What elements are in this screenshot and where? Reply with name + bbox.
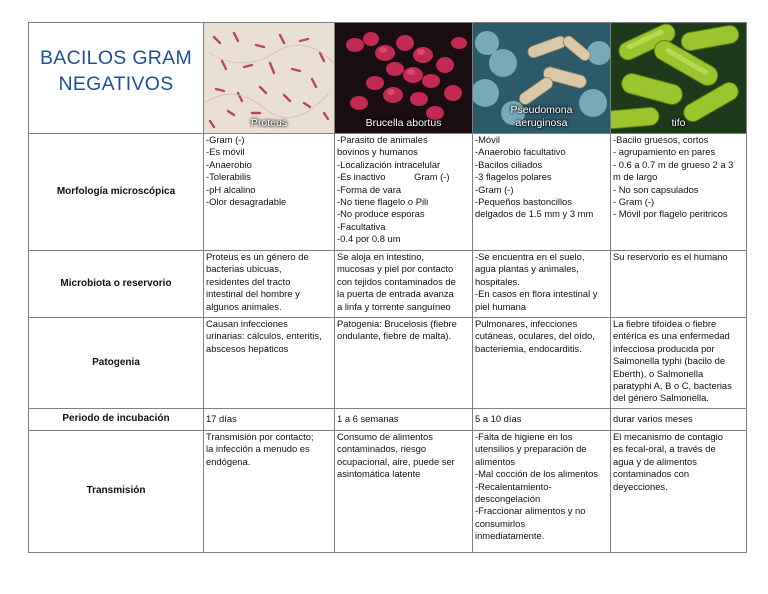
row-label: Morfología microscópica xyxy=(29,134,204,251)
cell-text: Transmisión por contacto; la infección a menudo es endógena. xyxy=(206,431,314,467)
cell-text: Pulmonares, infecciones cutáneas, oculares, del oído, bacteriemia, endocarditis. xyxy=(475,318,595,354)
row-label: Transmisión xyxy=(29,431,204,553)
cell-text: -Móvil -Anaerobio facultativo -Bacilos ciliados -3 flagelos polares -Gram (-) -Pequeños bastoncillos delgados de 1.5 mm y 3 mm xyxy=(475,134,594,220)
table-row xyxy=(29,318,747,409)
table-cell xyxy=(335,318,473,409)
cell-text: Proteus es un género de bacterias ubicuas, residentes del tracto intestinal del hombre y algunos animales. xyxy=(206,251,309,312)
cell-text: Se aloja en intestino, mucosas y piel por contacto con tejidos contaminados de la puerta de entrada avanza a linfa y torrente sanguíneo xyxy=(337,251,456,312)
cell-text: Consumo de alimentos contaminados, riesgo ocupacional, aire, puede ser asintomática latente xyxy=(337,431,455,480)
row-label: Periodo de incubación xyxy=(29,409,204,431)
table-cell xyxy=(335,251,473,318)
cell-text: 5 a 10 días xyxy=(475,413,522,425)
table-cell xyxy=(335,431,473,553)
cell-text: Patogenia: Brucelosis (fiebre ondulante, fiebre de malta). xyxy=(337,318,457,342)
table-row xyxy=(29,251,747,318)
table-cell xyxy=(473,431,611,553)
title-cell xyxy=(29,23,204,134)
organism-name: Brucella abortus xyxy=(365,117,442,129)
organism-name: tifo xyxy=(671,117,686,129)
table-cell xyxy=(204,431,335,553)
table-cell xyxy=(335,409,473,431)
table-cell xyxy=(335,134,473,251)
organism-header-tifo xyxy=(611,23,747,134)
table-cell xyxy=(611,431,747,553)
organism-name: Pseudomona aeruginosa xyxy=(510,104,573,129)
organism-header-proteus xyxy=(204,23,335,134)
cell-text: -Bacilo gruesos, cortos - agrupamiento en pares - 0.6 a 0.7 m de grueso 2 a 3 m de largo - No son capsulados - Gram (-) - Móvil por flagelo peritricos xyxy=(613,134,734,220)
table-cell xyxy=(473,251,611,318)
cell-text: Su reservorio es el humano xyxy=(613,251,728,262)
table-cell xyxy=(611,409,747,431)
cell-text: 1 a 6 semanas xyxy=(337,413,399,425)
comparison-table xyxy=(28,22,747,553)
table-cell xyxy=(611,318,747,409)
cell-text: -Falta de higiene en los utensilios y preparación de alimentos -Mal cocción de los alimentos -Recalentamiento- descongelación -Fraccionar alimentos y no consumirlos inmediatamente. xyxy=(475,431,598,542)
table-cell xyxy=(473,409,611,431)
cell-text: El mecanismo de contagio es fecal-oral, a través de agua y de alimentos contaminados con deyecciones. xyxy=(613,431,723,492)
table-cell xyxy=(204,251,335,318)
table-row xyxy=(29,431,747,553)
organism-header-pseudomonas xyxy=(473,23,611,134)
table-row xyxy=(29,409,747,431)
cell-text: 17 días xyxy=(206,413,237,425)
row-label: Patogenia xyxy=(29,318,204,409)
table-row xyxy=(29,134,747,251)
table-cell xyxy=(611,134,747,251)
organism-header-brucella xyxy=(335,23,473,134)
cell-text: Causan infecciones urinarias: cálculos, enteritis, abscesos hepáticos xyxy=(206,318,322,354)
table-cell xyxy=(204,409,335,431)
table-cell xyxy=(204,134,335,251)
cell-text: durar varios meses xyxy=(613,413,693,425)
row-label: Microbiota o reservorio xyxy=(29,251,204,318)
cell-text: La fiebre tifoidea o fiebre entérica es una enfermedad infecciosa producida por Salmonella typhi (bacilo de Eberth), o Salmonella paratyphi A, B o C, bacterias del género Salmonella. xyxy=(613,318,732,404)
cell-text: -Gram (-) -Es móvil -Anaerobio -Tolerabilis -pH alcalino -Olor desagradable xyxy=(206,134,287,208)
table-cell xyxy=(611,251,747,318)
header-row xyxy=(29,23,747,134)
page-title: BACILOS GRAM NEGATIVOS xyxy=(39,47,193,95)
table-cell xyxy=(204,318,335,409)
table-cell xyxy=(473,134,611,251)
cell-text: -Se encuentra en el suelo, agua plantas y animales, hospitales. -En casos en flora intestinal y piel humana xyxy=(475,251,598,312)
cell-text: -Parasito de animales bovinos y humanos -Localización intracelular -Es inactivo Gram (-) -Forma de vara -No tiene flagelo o Pili -No produce esporas -Facultativa -0.4 por 0.8 um xyxy=(337,134,450,245)
organism-name: Proteus xyxy=(250,117,288,129)
table-cell xyxy=(473,318,611,409)
